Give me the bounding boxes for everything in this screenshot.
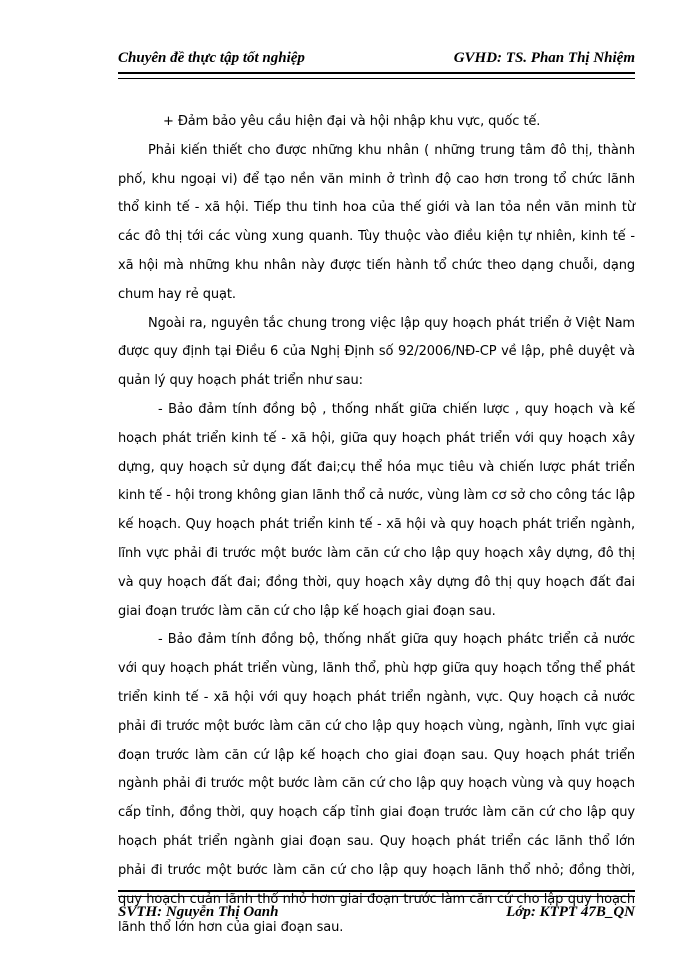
header-divider [118, 72, 635, 79]
paragraph-principle-1: - Bảo đảm tính đồng bộ , thống nhất giữa chiến lược , quy hoạch và kế hoạch phát triển kinh tế - xã hội, giữa quy hoạch phát triển với quy hoạch xây dựng, quy hoạch sử dụng đất đai;cụ thể hóa mục tiêu và chiến lược phát triển kinh tế - hội trong không gian lãnh thổ cả nước, vùng làm cơ sở cho công tác lập kế hoạch. Quy hoạch phát triển kinh tế - xã hội và quy hoạch phát triển ngành, lĩnh vực phải đi trước một bước làm căn cứ cho lập quy hoạch xây dựng, đô thị và quy hoạch đất đai; đồng thời, quy hoạch xây dựng đô thị quy hoạch đất đai giai đoạn trước làm căn cứ cho lập kế hoạch giai đoạn sau. [118, 401, 635, 619]
page-header [118, 46, 635, 70]
paragraph-bullet: + Đảm bảo yêu cầu hiện đại và hội nhập khu vực, quốc tế. [163, 114, 541, 129]
footer-divider [118, 890, 635, 897]
paragraph-principles-intro: Ngoài ra, nguyên tắc chung trong việc lập quy hoạch phát triển ở Việt Nam được quy định tại Điều 6 của Nghị Định số 92/2006/NĐ-CP về lập, phê duyệt và quản lý quy hoạch phát triển như sau: [118, 315, 635, 389]
document-body [118, 108, 635, 943]
page-footer [118, 900, 635, 924]
paragraph-urban-centers: Phải kiến thiết cho được những khu nhân ( những trung tâm đô thị, thành phố, khu ngoại vi) để tạo nền văn minh ở trình độ cao hơn trong tổ chức lãnh thổ kinh tế - xã hội. Tiếp thu tinh hoa của thế giới và lan tỏa nền văn minh từ các đô thị tới các vùng xung quanh. Tùy thuộc vào điều kiện tự nhiên, kinh tế - xã hội mà những khu nhân này được tiến hành tổ chức theo dạng chuỗi, dạng chum hay rẻ quạt. [118, 142, 635, 302]
header-supervisor: GVHD: TS. Phan Thị Nhiệm [453, 50, 635, 66]
footer-class: Lớp: KTPT 47B_QN [506, 904, 635, 920]
footer-student: SVTH: Nguyễn Thị Oanh [118, 904, 279, 920]
paragraph-principle-2: - Bảo đảm tính đồng bộ, thống nhất giữa quy hoạch phátc triển cả nước với quy hoạch phát triển vùng, lãnh thổ, phù hợp giữa quy hoạch tổng thể phát triển kinh tế - xã hội với quy hoạch phát triển ngành, vực. Quy hoạch cả nước phải đi trước một bước làm căn cứ cho lập quy hoạch vùng, ngành, lĩnh vực giai đoạn trước làm căn cứ lập kế hoạch cho giai đoạn sau. Quy hoạch phát triển ngành phải đi trước một bước làm căn cứ cho lập quy hoạch vùng và quy hoạch cấp tỉnh, đồng thời, quy hoạch cấp tỉnh giai đoạn trước làm căn cứ cho lập quy hoạch phát triển ngành giai đoạn sau. Quy hoạch phát triển các lãnh thổ lớn phải đi trước một bước làm căn cứ cho lập quy hoạch lãnh thổ nhỏ; đồng thời, quy hoạch cuản lãnh thổ nhỏ hơn giai đoạn trước làm căn cứ cho lập quy hoạch lãnh thổ lớn hơn của giai đoạn sau. [118, 632, 635, 936]
header-course-title: Chuyên đề thực tập tốt nghiệp [118, 50, 305, 66]
